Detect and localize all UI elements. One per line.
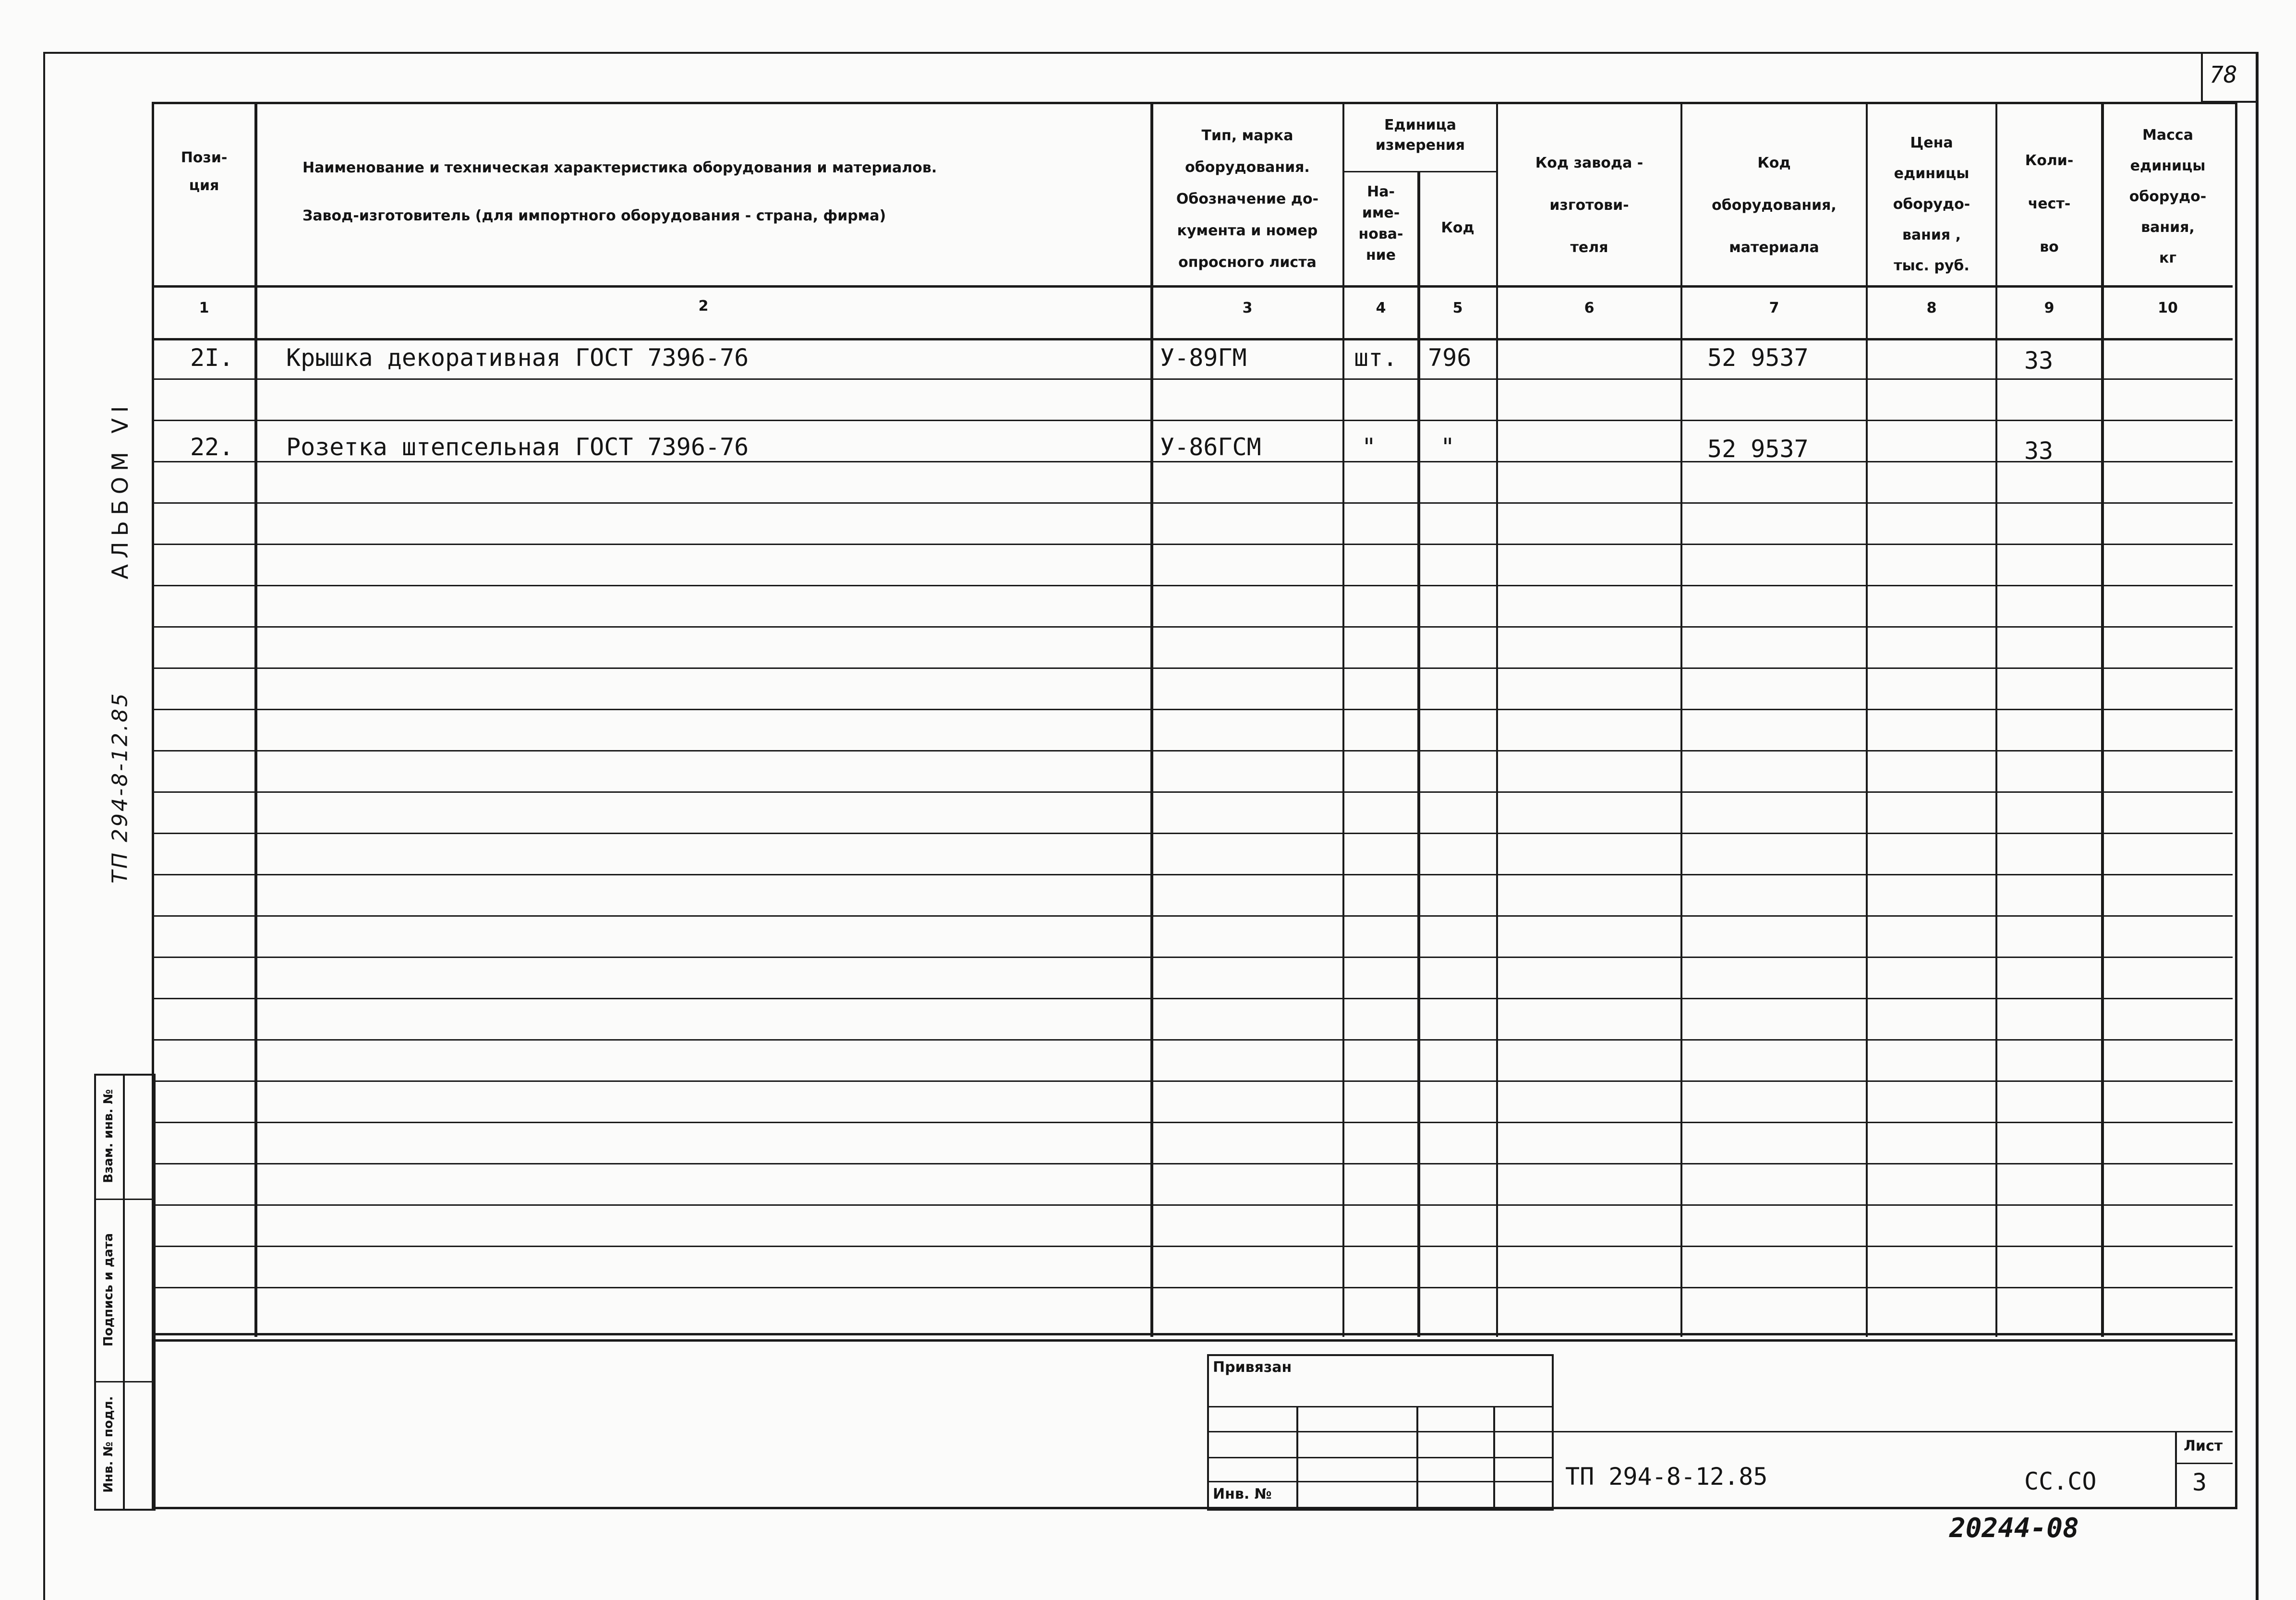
column-number: 9	[2044, 300, 2054, 316]
row-unit-name: шт.	[1354, 344, 1398, 372]
corner-number: 78	[2210, 61, 2237, 88]
row-unit-name: "	[1362, 433, 1377, 461]
header-position: Пози- ция	[181, 149, 228, 194]
row-type: У-89ГМ	[1160, 344, 1247, 372]
row-position: 2I.	[190, 344, 234, 372]
row-material-code: 52 9537	[1707, 435, 1809, 463]
header-type: Тип, марка оборудования. Обозначение до- кумента и номер опросного листа	[1176, 127, 1319, 271]
header-mass: Масса единицы оборудо- вания, кг	[2129, 127, 2207, 267]
stamp-inv-podl: Инв. № подл.	[101, 1396, 116, 1493]
document-mark: СС.СО	[2024, 1467, 2097, 1495]
stamp-podpis: Подпись и дата	[101, 1233, 116, 1347]
inv-no-label: Инв. №	[1213, 1486, 1272, 1503]
privyazan-label: Привязан	[1213, 1359, 1292, 1376]
row-quantity: 33	[2024, 347, 2054, 375]
column-number: 8	[1926, 300, 1937, 316]
column-number: 3	[1242, 300, 1253, 316]
row-unit-code: "	[1440, 433, 1455, 461]
stamp-vzam: Взам. инв. №	[101, 1089, 116, 1183]
header-price: Цена единицы оборудо- вания , тыс. руб.	[1893, 134, 1970, 274]
document-code: ТП 294-8-12.85	[1565, 1463, 1768, 1491]
sheet-number: 3	[2192, 1468, 2207, 1496]
header-unit-group: Единица измерения	[1375, 117, 1465, 154]
row-type: У-86ГСМ	[1160, 433, 1261, 461]
column-number: 1	[199, 300, 209, 316]
project-code-vertical: ТП 294-8-12.85	[108, 691, 133, 884]
row-name: Розетка штепсельная ГОСТ 7396-76	[286, 433, 749, 461]
archive-number: 20244-08	[1949, 1513, 2079, 1544]
row-quantity: 33	[2024, 437, 2054, 465]
column-number: 4	[1376, 300, 1386, 316]
row-position: 22.	[190, 433, 234, 461]
header-quantity: Коли- чест- во	[2025, 152, 2074, 255]
header-unit-name: На- име- нова- ние	[1358, 183, 1403, 264]
title-block	[152, 1333, 2237, 1509]
row-material-code: 52 9537	[1707, 344, 1809, 372]
row-name: Крышка декоративная ГОСТ 7396-76	[286, 344, 749, 372]
header-factory-code: Код завода - изготови- теля	[1535, 155, 1643, 256]
header-material-code: Код оборудования, материала	[1712, 155, 1837, 256]
spec-table	[152, 102, 2237, 1342]
column-number: 7	[1769, 300, 1779, 316]
album-title: АЛЬБОМ VI	[107, 400, 133, 580]
column-number: 5	[1452, 300, 1463, 316]
column-number: 10	[2158, 300, 2178, 316]
column-number: 2	[698, 298, 709, 315]
column-number: 6	[1584, 300, 1595, 316]
row-unit-code: 796	[1428, 344, 1472, 372]
header-unit-code: Код	[1441, 219, 1474, 236]
sheet-label: Лист	[2184, 1438, 2223, 1455]
header-name: Наименование и техническая характеристика оборудования и материалов. Завод-изготовитель (для импортного оборудования - страна, фирма)	[302, 159, 937, 224]
